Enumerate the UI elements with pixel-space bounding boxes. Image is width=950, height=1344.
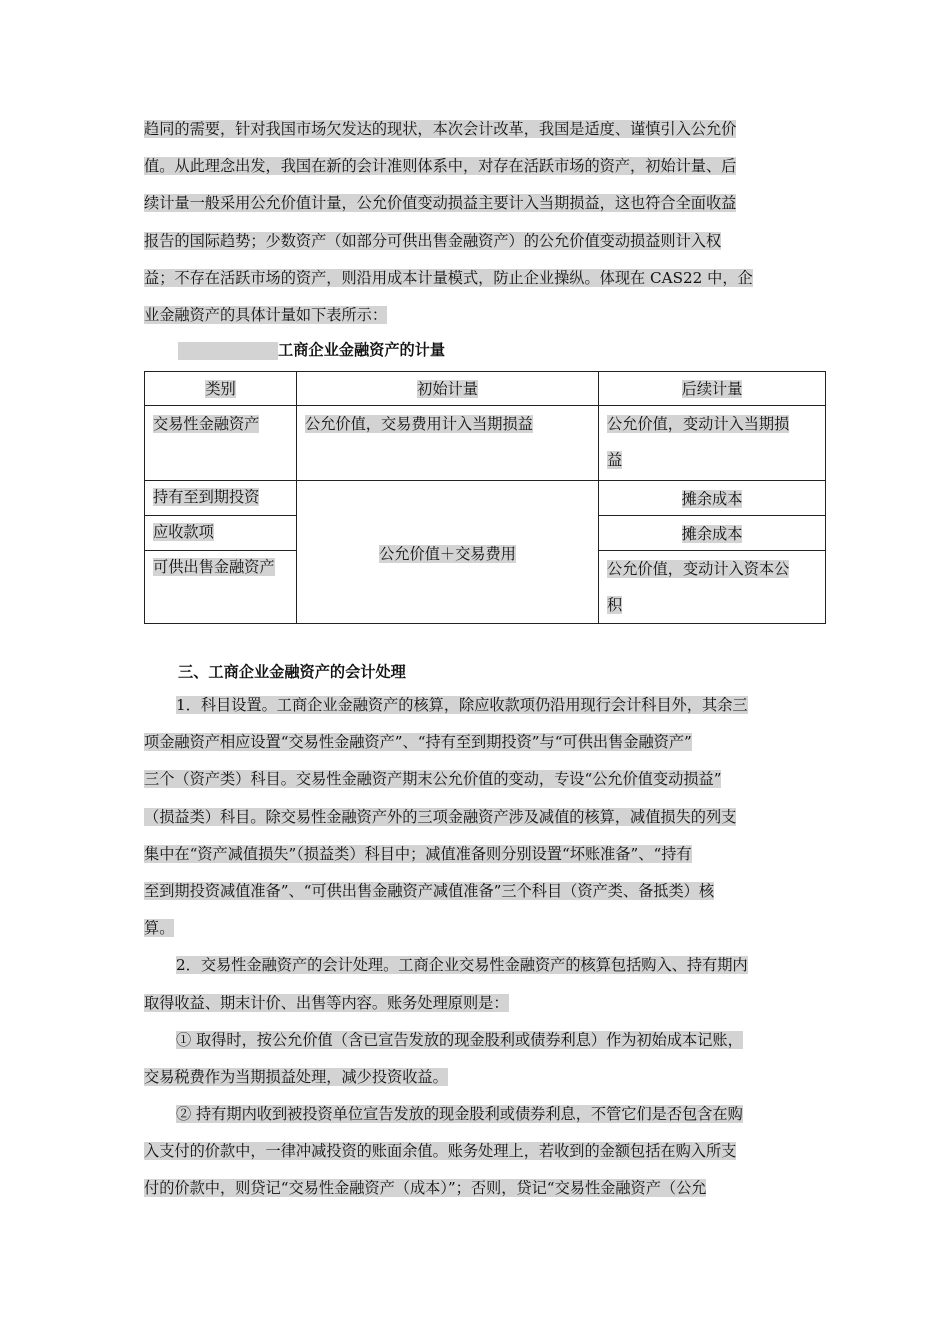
subsequent-cell: 公允价值，变动计入资本公 积 [599, 551, 826, 624]
paragraph-line: 2．交易性金融资产的会计处理。工商企业交易性金融资产的核算包括购入、持有期内 [176, 956, 748, 975]
paragraph-line: 三个（资产类）科目。交易性金融资产期末公允价值的变动，专设“公允价值变动损益” [144, 770, 722, 789]
header-cell: 后续计量 [599, 372, 826, 406]
table-row [145, 481, 826, 516]
section3-body [144, 687, 806, 1208]
paragraph-line: 入支付的价款中，一律冲减投资的账面余值。账务处理上，若收到的金额包括在购入所支 [144, 1142, 737, 1161]
table-header-row [145, 372, 826, 406]
intro-paragraph [144, 111, 806, 334]
subsequent-cell: 摊余成本 [599, 516, 826, 551]
category-cell: 应收款项 [145, 516, 297, 551]
intro-line: 值。从此理念出发，我国在新的会计准则体系中，对存在活跃市场的资产，初始计量、后 [144, 157, 737, 176]
paragraph-line: 算。 [144, 919, 175, 938]
category-cell: 持有至到期投资 [145, 481, 297, 516]
intro-line: 报告的国际趋势；少数资产（如部分可供出售金融资产）的公允价值变动损益则计入权 [144, 231, 722, 250]
header-cell: 初始计量 [297, 372, 599, 406]
paragraph-line: ① 取得时，按公允价值（含已宣告发放的现金股利或债券利息）作为初始成本记账， [176, 1030, 743, 1049]
paragraph-line: 集中在“资产减值损失”（损益类）科目中；减值准备则分别设置“坏账准备”、“持有 [144, 844, 692, 863]
table-title: 工商企业金融资产的计量 [278, 341, 446, 359]
table-row [145, 406, 826, 481]
category-cell: 交易性金融资产 [145, 406, 297, 481]
section-heading: 三、工商企业金融资产的会计处理 [178, 663, 406, 681]
subsequent-cell: 公允价值，变动计入当期损 益 [599, 406, 826, 481]
paragraph-line: （损益类）科目。除交易性金融资产外的三项金融资产涉及减值的核算，减值损失的列支 [144, 807, 737, 826]
intro-line: 业金融资产的具体计量如下表所示： [144, 305, 387, 324]
paragraph-line: 取得收益、期末计价、出售等内容。账务处理原则是： [144, 993, 509, 1012]
paragraph-line: 项金融资产相应设置“交易性金融资产”、“持有至到期投资”与“可供出售金融资产” [144, 733, 692, 752]
paragraph-line: 交易税费作为当期损益处理，减少投资收益。 [144, 1067, 448, 1086]
paragraph-line: 付的价款中，则贷记“交易性金融资产（成本）”；否则，贷记“交易性金融资产（公允 [144, 1179, 707, 1198]
intro-line: 趋同的需要，针对我国市场欠发达的现状，本次会计改革，我国是适度、谨慎引入公允价 [144, 120, 737, 138]
intro-line: 益；不存在活跃市场的资产，则沿用成本计量模式，防止企业操纵。体现在 CAS22 中，企 [144, 268, 753, 287]
category-cell: 可供出售金融资产 [145, 551, 297, 624]
paragraph-line: 至到期投资减值准备”、“可供出售金融资产减值准备”三个科目（资产类、备抵类）核 [144, 881, 715, 900]
paragraph-line: 1．科目设置。工商企业金融资产的核算，除应收款项仍沿用现行会计科目外，其余三 [176, 696, 748, 714]
merged-initial-cell: 公允价值＋交易费用 [297, 481, 599, 624]
title-highlight-bar [178, 342, 278, 360]
initial-cell: 公允价值，交易费用计入当期损益 [297, 406, 599, 481]
header-cell: 类别 [145, 372, 297, 406]
intro-line: 续计量一般采用公允价值计量，公允价值变动损益主要计入当期损益，这也符合全面收益 [144, 194, 737, 213]
subsequent-cell: 摊余成本 [599, 481, 826, 516]
measurement-table [144, 371, 826, 624]
paragraph-line: ② 持有期内收到被投资单位宣告发放的现金股利或债券利息，不管它们是否包含在购 [176, 1105, 743, 1124]
